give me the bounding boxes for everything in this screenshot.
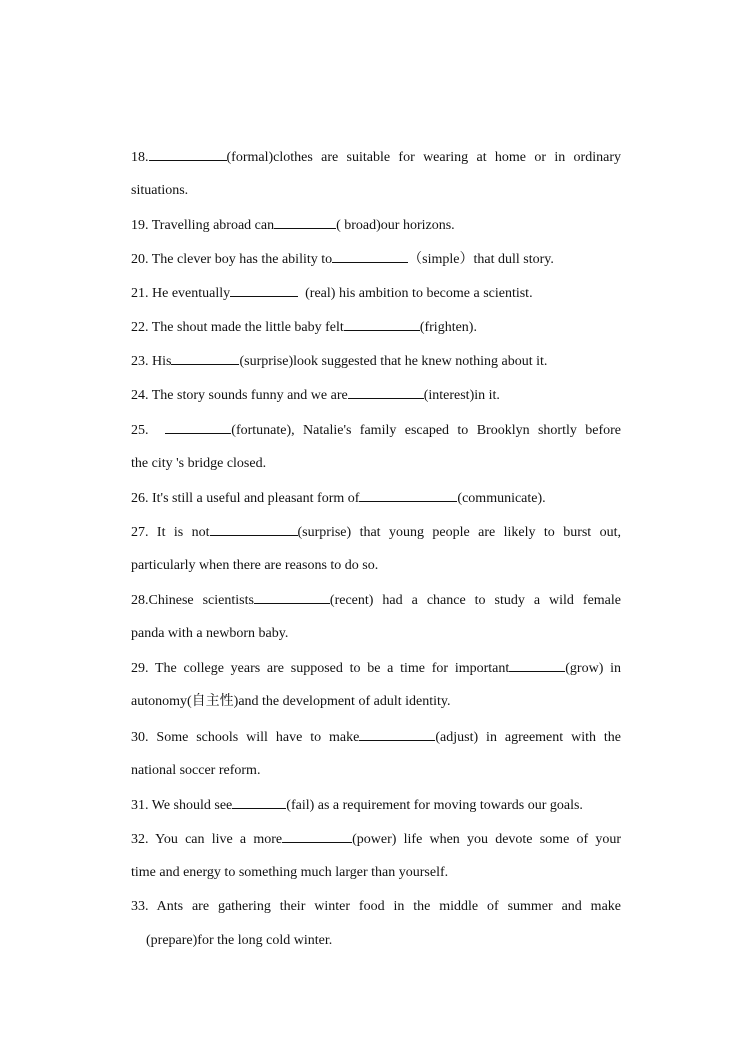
question-27-text-a: 27. It is not [131,525,210,540]
answer-blank[interactable] [274,215,336,229]
question-27 [131,522,621,543]
question-19-text-a: 19. Travelling abroad can [131,218,275,233]
answer-blank[interactable] [210,522,298,536]
question-29-cont: autonomy(自主性)and the development of adult identity. [131,694,451,709]
question-22-text-b: (frighten). [419,320,477,335]
question-31 [131,795,621,816]
answer-blank[interactable] [230,283,298,297]
answer-blank[interactable] [332,249,408,263]
question-18-text: (formal)clothes are suitable for wearing at home or in ordinary [226,150,621,165]
question-24-text-a: 24. The story sounds funny and we are [131,388,348,403]
question-30-text-b: (adjust) in agreement with the [435,730,621,745]
question-33-cont: (prepare)for the long cold winter. [146,933,333,948]
question-29-text-a: 29. The college years are supposed to be a time for important [131,661,510,676]
question-28 [131,590,621,611]
question-18-number: 18. [131,150,149,165]
question-24 [131,385,621,406]
question-20 [131,249,621,270]
answer-blank[interactable] [171,351,239,365]
question-23-text-a: 23. His [131,354,172,369]
question-32 [131,829,621,850]
question-25 [131,420,621,441]
question-18 [131,147,621,168]
question-32-text-b: (power) life when you devote some of your [352,832,622,847]
answer-blank[interactable] [254,590,330,604]
question-27-text-b: (surprise) that young people are likely to burst out, [297,525,621,540]
question-28-text-b: (recent) had a chance to study a wild female [329,593,621,608]
question-29 [131,658,621,679]
answer-blank[interactable] [359,727,435,741]
question-19 [131,215,621,236]
answer-blank[interactable] [149,147,227,161]
question-22 [131,317,621,338]
question-26-text-a: 26. It's still a useful and pleasant form of [131,491,360,506]
question-29-text-b: (grow) in [565,661,621,676]
question-26 [131,488,621,509]
question-22-text-a: 22. The shout made the little baby felt [131,320,344,335]
question-27-cont: particularly when there are reasons to do so. [131,558,379,573]
question-25-cont: the city 's bridge closed. [131,456,267,471]
question-30-text-a: 30. Some schools will have to make [131,730,360,745]
question-19-text-b: ( broad)our horizons. [336,218,455,233]
question-31-text-b: (fail) as a requirement for moving towards our goals. [286,798,583,813]
question-20-text-a: 20. The clever boy has the ability to [131,252,333,267]
answer-blank[interactable] [282,829,352,843]
question-20-text-b: （simple）that dull story. [408,252,554,267]
question-31-text-a: 31. We should see [131,798,233,813]
question-21-text-b: (real) his ambition to become a scientist. [305,286,533,301]
question-21-text-a: 21. He eventually [131,286,231,301]
question-26-text-b: (communicate). [457,491,546,506]
question-18-cont: situations. [131,183,189,198]
question-25-text: (fortunate), Natalie's family escaped to Brooklyn shortly before [231,423,621,438]
question-25-number: 25. [131,423,149,438]
answer-blank[interactable] [359,488,457,502]
answer-blank[interactable] [232,795,286,809]
question-32-cont: time and energy to something much larger than yourself. [131,865,449,880]
question-32-text-a: 32. You can live a more [131,832,283,847]
question-30 [131,727,621,748]
question-23-text-b: (surprise)look suggested that he knew nothing about it. [239,354,548,369]
question-28-cont: panda with a newborn baby. [131,626,289,641]
question-28-text-a: 28.Chinese scientists [131,593,254,608]
question-33: 33. Ants are gathering their winter food in the middle of summer and make [131,899,621,914]
answer-blank[interactable] [348,385,424,399]
question-21 [131,283,621,304]
answer-blank[interactable] [344,317,420,331]
answer-blank[interactable] [165,420,231,434]
question-24-text-b: (interest)in it. [423,388,500,403]
question-23 [131,351,621,372]
answer-blank[interactable] [509,658,565,672]
question-30-cont: national soccer reform. [131,763,261,778]
